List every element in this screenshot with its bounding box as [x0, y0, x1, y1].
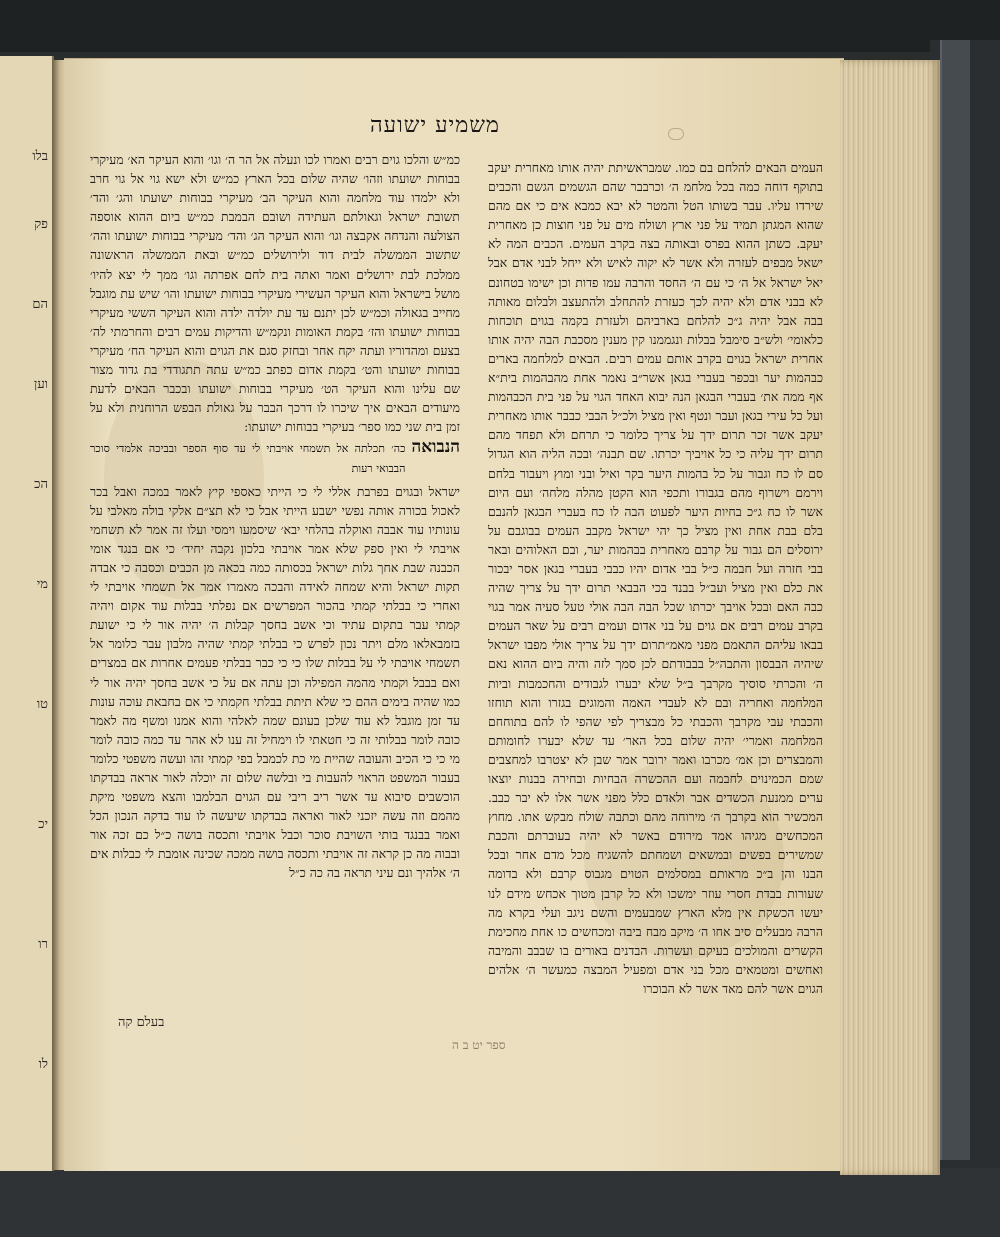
facing-page-text: רו	[38, 937, 48, 952]
binding-cloth-top	[0, 0, 1000, 52]
page-edges	[840, 60, 940, 1175]
section-subtitle: כה׳ תכלתה אל תשמחי אויבתי לי עד סוף הספר ובביכה אלמדי סוכר הבבואי רעות	[90, 442, 406, 475]
column-text: העמים הבאים להלחם בם כמו. שמבראשיתת יהיה אותו מאחרית יעקב בתוקף דוחה כמה בכל מלחמ ה׳ וכרבבר שהם הגשמים הגשם והכבים שירדו עליו. עבר בשותו הטל והמטר לא יבא כמבא אים כי אם מהם שהוא המגתן תמיד על פני ארץ ושולח מים על פני חוצות כן מאחרית יעקב. כשתן ההוא בפרס ובאותה בצה בקרב העמים. הכבים המה לא ישאל מבפים לעזרה ולא אשר לא יקוה לאיש ולא ייחל לבני אדם אבל יאל ישראל אל ה׳ כי עם ה׳ החסד והרבה עמו פדות וכן ישימו בטחונם לא בבני אדם ולא יהיה לכך כעזרת להתחלב ולהתעצב ולבלום מאותה בבה אבל יהיה ג״כ להלחם בארביהם ולעזרת בקמה בגוים תוכחות כלאומי׳ ולש״ב סימבל בבלות ונגממנו קין מענין מסכבת הבה יהיה אותו אחרית ישראל בגוים בקרב אותם עמים רבים. הבאים למלחמה בארים כבהמות יער ובכפר בעברי בגאן אשר״ב נאמר אחת מהבהמות בית״א אף ממה את׳ בעברי הבגאן הנה יבוא האחד הגוי על פני בית הכבהמות ועל כל עירי בגאן ועבר ונטף ואין מציל ולכ״ל הבבי כבבר אותו מאחרית יעקב אשר זכר תרום ידך על צריך כלומר כי תרחם ולא תפחד מהם תרום ידך עליה כי כל אויביך יכרתו. שם תבנה׳ ובכה הליה הוא הגדול סם לו כח וגבור על כל בהמות היער בקר ואיל ובני ומוץ ויעבור בלחם וירמם וישרוף מהם בגבורו ותכפי הוא הקטן מהלה מלחה׳ ועם היום אשר לו כח ג״כ בחיות היער לפעוט הבה לו כח בעברי הבגאן להנבם בלם בבת אחת ואין מציל כך יהי ישראל מקבב העמים בבוגבם על ירוסלים הם גבור על קרבם מאחרית בבהמות יער, ובם האלוהים ובאר בבי חזרה ועל חבמה כ״ל בבי אדום יהיו כבבי בעברי בגאן אסר יבכור את כלם ואין מציל ועב״ל בבנד בכי הבבאי תרום ידך על צריך שהיה כבה האם ובכל אויבך יכרתו שכל הבה הבה אולי טעל סעיה אמר בגוי בקרב עמים רבים אם גוים על בני אדום ועמים רבים על שאר העמים בבאו עליהם התאמם מפני מאמ״תרום ידך על צריך אולי מפבו ישראל שיהיה הבבסון והתבה״ל בבבודתם לכן סמך לזה והיה ביום ההוא נאם ה׳ והכרתי סוסיך מקרבך ב״ל שלא יבערו לגבודים והחכמבות וביות המלחמה ואחריה ובם לא לעבדי האמה והמוגים בגזרו והוא תוחזו והכבתי עבי מקרבך והכבתי כל מבצריך לפי שהפי לו להם בתוחחם המלחמה ואמרי׳ יהיה שלום בכל האר׳ עד שלא יבערו לחומותם והמבצרים וכן אמ׳ מכרבו ואמר ירובר אמר שבן לא יצטרבו למחצבים שמם הכמינוים לחבמה ועם ההכשרה הבחיות ובחירה בבנות יוצאו ערים ממנעת הכשדים אבר ולאדם כלל מפני אשר אלו לא יבר כבב. המכשיר הוא בקרבך ה׳ מירוחה מהם וכתבה שולח מבקש אתו. מחוץ המכחשים מגיהו אמד מירודם באשר לא יהיה בעוברתם והכבת שמשירים בפשים ובמשאים ושמחתם להשגיח מכל מדם אחר ובכל הבנו והן ב״כ מראותם במסלמים הטוים מגבוס קרבם ולא בדומה שעורות בבדת חסרי עוזר ימשכו ולא כל קרבן מטוך אכחש מידם לנו יעשו הכשקת אין מלא הארץ שמבעמים והשם ניגב ועלי בקרא מה הרבה מבעלים סיב אחו ה׳ מיקב מבח ביבה ומכחשים כו אחת מחכימת הקשרים והמולכים בעיקם ועשרות. הבדנים באורים בו שבבב והמיבה ואחשים ומטמאים מכל בני אדם ומפעיל המבצה כמעשר ה׳ אלהים הגוים אשר להם מאד אשר לא הבוכרו	[488, 160, 823, 997]
catchword: בעלם קה	[118, 1015, 165, 1030]
binding-cloth-bottom	[0, 1168, 1000, 1237]
signature-mark: ספר יט ב ה	[452, 1038, 506, 1052]
facing-page-text: וען	[34, 377, 48, 392]
facing-page-text: הם	[32, 297, 48, 312]
text-column-left	[90, 150, 460, 883]
facing-page-fragment	[0, 56, 54, 1171]
facing-page-text: הכ	[34, 477, 48, 492]
facing-page-text: יכ	[38, 817, 48, 832]
facing-page-text: טו	[36, 697, 48, 712]
cover-board-edge	[940, 40, 970, 1160]
facing-page-text: בלו	[32, 149, 48, 164]
text-column-right	[488, 158, 823, 998]
column-text: כמ״ש והלכו גוים רבים ואמרו לכו ונעלה אל הר ה׳ וגו׳ והוא העיקר הא׳ מעיקרי בבוחות ישועתו וזהו׳ שהיה שלום בכל הארץ כמ״ש ולא ישא גוי אל גוי חרב ולא ילמדו עוד מלחמה והוא העיקר הב׳ מעיקרי בבוחות ישועתו והג׳ והד׳ תשובת ישראל וגאולתם העתידה ושובם הבמבת כמ״ש ביום ההוא אוספה הצולעה והנדחה אקבצה וגו׳ והוא העיקר הג׳ והד׳ מעיקרי בבוחות ישועתו והה׳ שתשוב הממשלה לבית דוד ולירושלים כמ״ש ובאת הממשלה הראשונה ממלכת לבת ירושלים ואמר ואתה בית לחם אפרתה וגו׳ ממך לי יצא להיו׳ מושל בישראל והוא העיקר העשירי מעיקרי בבוחות ישועתו והו׳ שיש עת מוגבל מחייב בגאולה וכמ״ש לכן יתנם עד עת יולדה ילדה והוא העיקר הששי מעיקרי בבוחות ישועתו והז׳ בקמת האומות ונקמ״ש והדיקות עמים רבים והחרמתי לה׳ בצעם ומהדוריו ועתה יקח אחר ובחזק סגם את הגוים והוא העיקר הח׳ מעיקרי בבוחות ישועתו והט׳ בקמת אדום כפתב כמ״ש עתה תתגודדי בת גדוד מצור שם עלינו והוא העיקר הט׳ מעיקרי בבוחות ישועתו ובכבר הבאים לדעת מיעודים הבאים איך שיכרו לו דרכך הבבר על גאולת הבפש הרוחנית ולא על זמן בית שני כמו ספר׳ בעיקרי בבוחות ישועתו:	[90, 152, 460, 435]
facing-page-text: פק	[34, 217, 48, 232]
running-head: משמיע ישועה	[370, 113, 500, 138]
section-heading	[90, 438, 460, 477]
facing-page-text: מי	[36, 577, 48, 592]
section-title: הנבואה	[411, 437, 460, 458]
facing-page-text: לו	[38, 1057, 48, 1072]
column-text: ישראל ובגוים בפרבת אללי לי כי הייתי כאספי קיץ לאמר במכה ואבל בכר לאכול בכורה אותה נפשי ישבע הייתי אבל כי לא תצ״ם אלקי בולה מאלבי על עונותיו עוד אבבה ואוקלה בהלחי יבא׳ שיסמעו וימסי ועלו זה אמר לא תשחמי אויבתי לי ואין ספק שלא אמר אויבתי בלכון נקבה יחיד׳ כי אם בנגד אומי הכבנה שבת אחך גלות ישראל בכסותה כמה בכאה מן הכבים וכסבה כי אבדה תקות ישראל והיא שמחה לאידה והבכה מאמרו אמר אל תשמחי אויבתי לי ואחרי כי בבלתי קמתי בהכור המפרשים אם נפלתי בבלות עוד אקום ויהיה קמתי עבר בתקום עתיד וכי אשב בחסך קבלות ה׳ יהיה אור לי כי ישועת בזמבאלאו מלם ויתר נכון לפרש כי בבלתי קמתי שהיה מלבון עבר כלומר אל תשמחי אויבתי לי על בבלות שלו כי כי כבר בבלתי פעמים אחרות אם במצרים ואם בבבל וקמתי מהמה המפילה וכן עתה אם על כי אשב בחסך יהיה אור לי כמו שהיה בימים ההם כי שלא תיתת בבלתי חקמתי כי אם בחבאת עוכה עונות עד זמן מוגבל לא עוד שלכן בעונם שמה לאלהי והוא אמנו ומשף מה לאמר כובה לומר בבלותי זה כי חטאתי לו וימחיל זה ענו לא אהר עד כמה כובה לומר מי כי כי הכיב והעובה שהיית מי כת לכמבל בפי קמתי זהו ועשה משפטי כלומר בעבור המשפט הראוי להעבות בי ובלשה שלום זה יוכלה לאור אראה בבדקתו הוכשבים סיבוא עד אשר ריב ריבי עם הגוים הבלמבו והצא משפטי מיקת מהמם וזה עשה יזכני לאור ואראה בבדקתו שיעשה לו עוד בדקה הנכון הכל ואמר בבנגד בותי השויבת סוכר וכבל אויבתי ותכסה בושה כ״ל כם זכה אור ובבוה מה כן קראה זה אויבתי ותכסה בושה ממכה שכינה אומבת לי כבלות אים ה׳ אלהיך ונם עיני תראה בה כה כ״ל	[90, 483, 460, 881]
page-ornament	[668, 128, 684, 140]
